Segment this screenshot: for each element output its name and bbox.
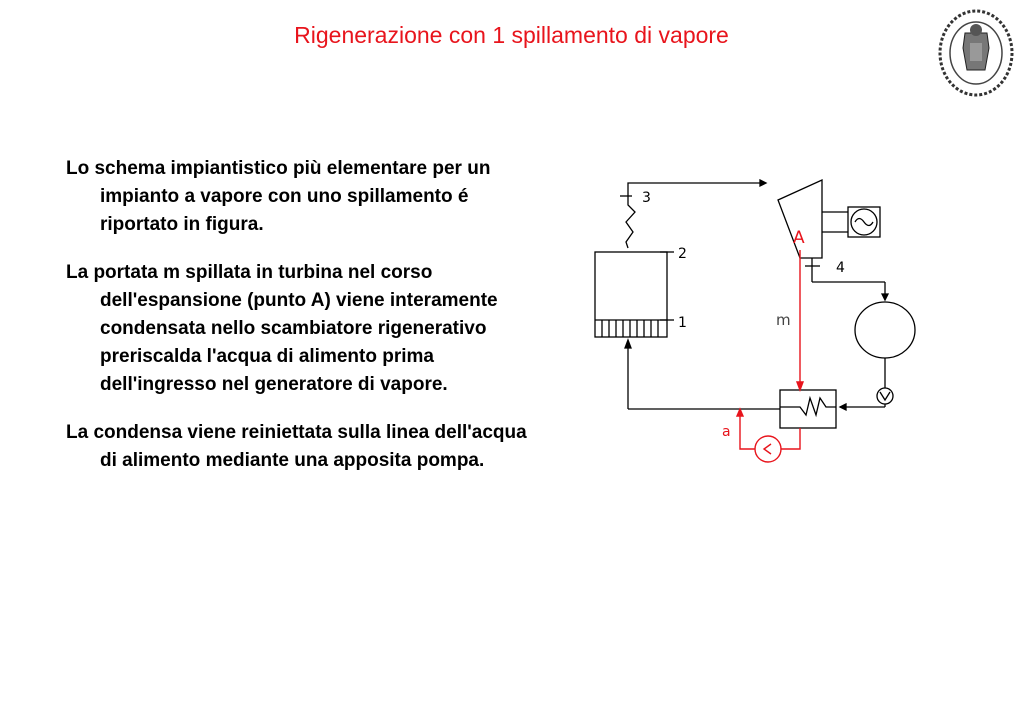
- label-point-4: 4: [836, 260, 845, 276]
- regenerative-heater: [780, 390, 836, 428]
- label-point-3: 3: [642, 190, 651, 206]
- label-flow-m: m: [776, 311, 791, 329]
- body-text: [66, 155, 546, 495]
- condenser: [855, 302, 915, 388]
- label-point-1: 1: [678, 315, 687, 331]
- electric-generator: [848, 207, 880, 237]
- plant-schematic: [580, 170, 930, 470]
- condensate-pump: [840, 388, 893, 410]
- paragraph-3: La condensa viene reiniettata sulla linea dell'acqua di alimento mediante una apposita pompa.: [66, 422, 527, 471]
- extraction-line: [737, 250, 803, 462]
- university-seal-logo: [937, 8, 1015, 98]
- label-point-a: A: [793, 228, 805, 248]
- label-flow-a: a: [722, 424, 731, 440]
- steam-generator: [595, 252, 674, 337]
- slide-title: Rigenerazione con 1 spillamento di vapore: [294, 22, 729, 48]
- paragraph-1: Lo schema impiantistico più elementare per un impianto a vapore con uno spillamento é riportato in figura.: [66, 158, 491, 235]
- label-point-2: 2: [678, 246, 687, 262]
- feedwater-line: [625, 340, 780, 409]
- paragraph-2: La portata m spillata in turbina nel corso dell'espansione (punto A) viene interamente condensata nello scambiatore rigenerativo preriscalda l'acqua di alimento prima dell'ingresso nel generatore di vapore.: [66, 262, 498, 395]
